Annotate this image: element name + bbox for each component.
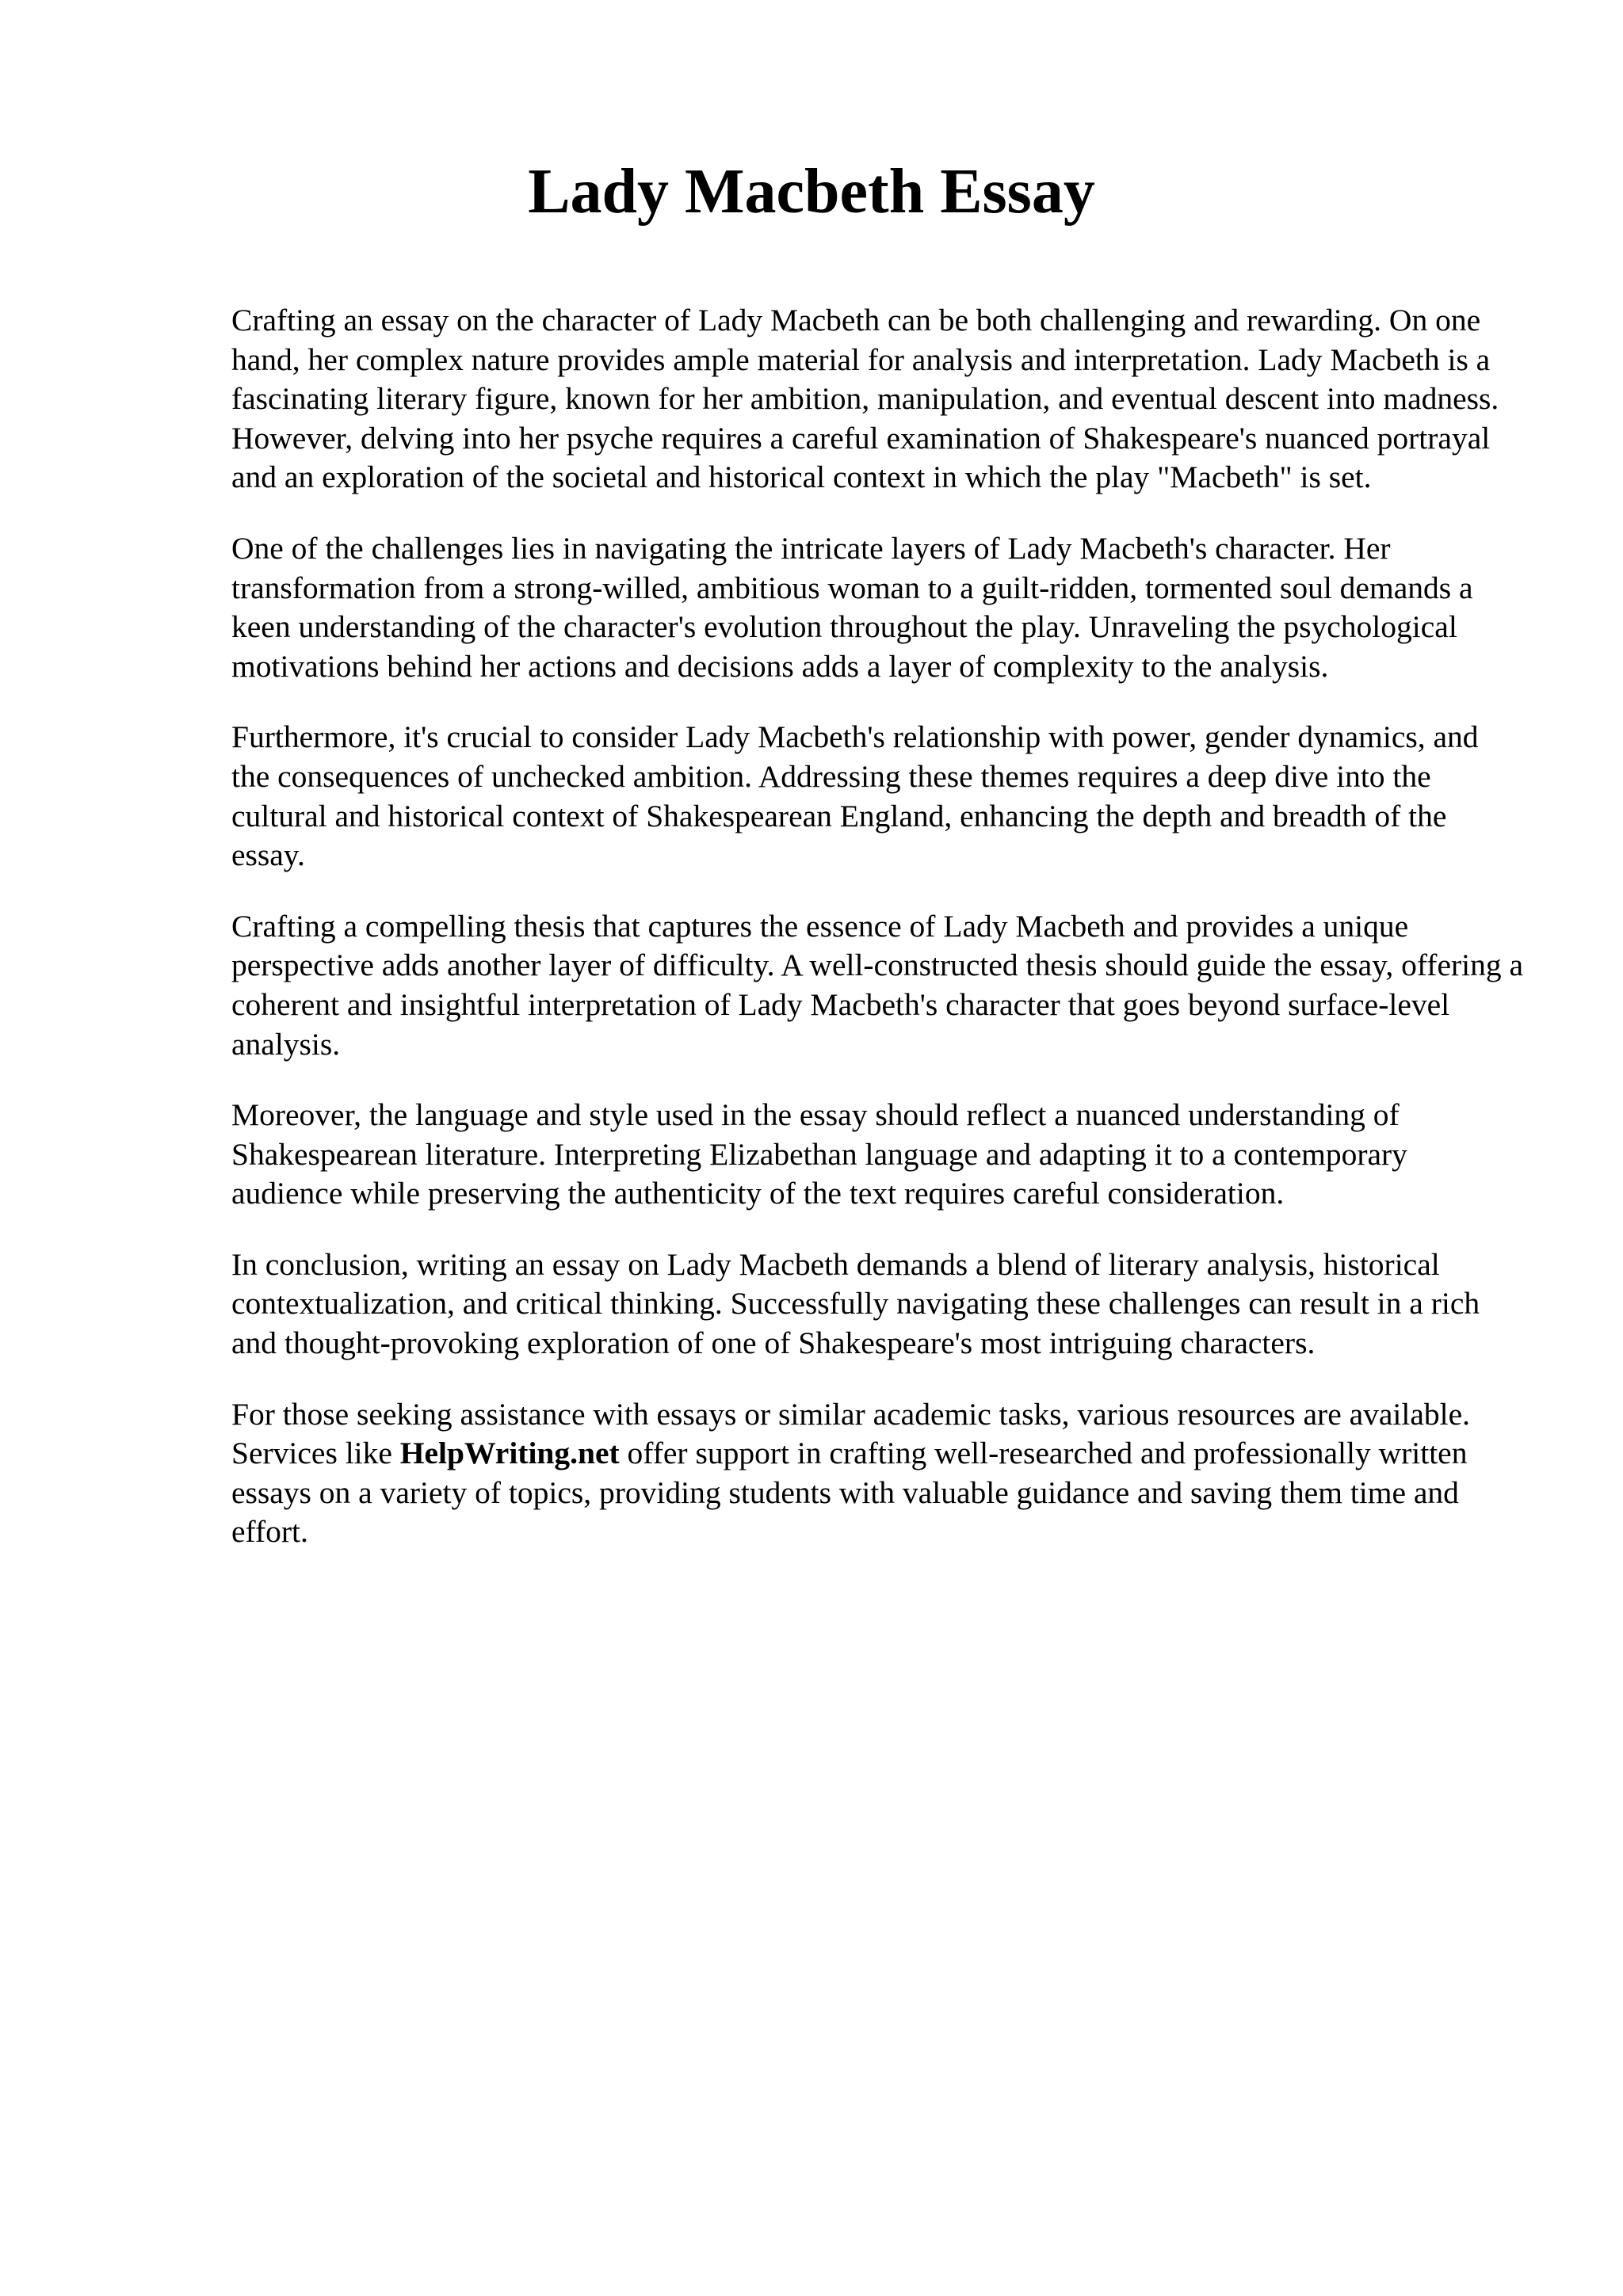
document-title: Lady Macbeth Essay xyxy=(528,157,1095,227)
paragraph-language: Moreover, the language and style used in the essay should reflect a nuanced understanding of Shakespearean literature. Interpreting Elizabethan language and adapting it to a contemporary audience while preserving the authenticity of the text requires careful consideration. xyxy=(231,1097,1407,1211)
closing-text-before: For those seeking assistance with essays or similar academic tasks, various resources are available. Services like xyxy=(231,1396,1471,1471)
paragraph-challenges: One of the challenges lies in navigating the intricate layers of Lady Macbeth's character. Her transformation from a strong-willed, ambitious woman to a guilt-ridden, tormented soul demands a keen understanding of the character's evolution throughout the play. Unraveling the psychological motivations behind her actions and decisions adds a layer of complexity to the analysis. xyxy=(231,530,1473,684)
paragraph-themes: Furthermore, it's crucial to consider Lady Macbeth's relationship with power, gender dynamics, and the consequences of unchecked ambition. Addressing these themes requires a deep dive into the cultural and historical context of Shakespearean England, enhancing the depth and breadth of the essay. xyxy=(231,719,1479,873)
paragraph-closing xyxy=(231,1395,1523,1552)
document-body xyxy=(231,301,1523,1584)
paragraph-intro: Crafting an essay on the character of Lady Macbeth can be both challenging and rewarding. On one hand, her complex nature provides ample material for analysis and interpretation. Lady Macbeth is a fascinating literary figure, known for her ambition, manipulation, and eventual descent into madness. However, delving into her psyche requires a careful examination of Shakespeare's nuanced portrayal and an exploration of the societal and historical context in which the play "Macbeth" is set. xyxy=(231,303,1499,495)
closing-text-after: offer support in crafting well-researched and professionally written essays on a variety of topics, providing students with valuable guidance and saving them time and effort. xyxy=(231,1436,1468,1550)
paragraph-conclusion: In conclusion, writing an essay on Lady Macbeth demands a blend of literary analysis, historical contextualization, and critical thinking. Successfully navigating these challenges can result in a rich and thought-provoking exploration of one of Shakespeare's most intriguing characters. xyxy=(231,1246,1480,1361)
paragraph-thesis: Crafting a compelling thesis that captures the essence of Lady Macbeth and provides a unique perspective adds another layer of difficulty. A well-constructed thesis should guide the essay, offering a coherent and insightful interpretation of Lady Macbeth's character that goes beyond surface-level analysis. xyxy=(231,908,1524,1062)
brand-name: HelpWriting.net xyxy=(399,1436,620,1471)
